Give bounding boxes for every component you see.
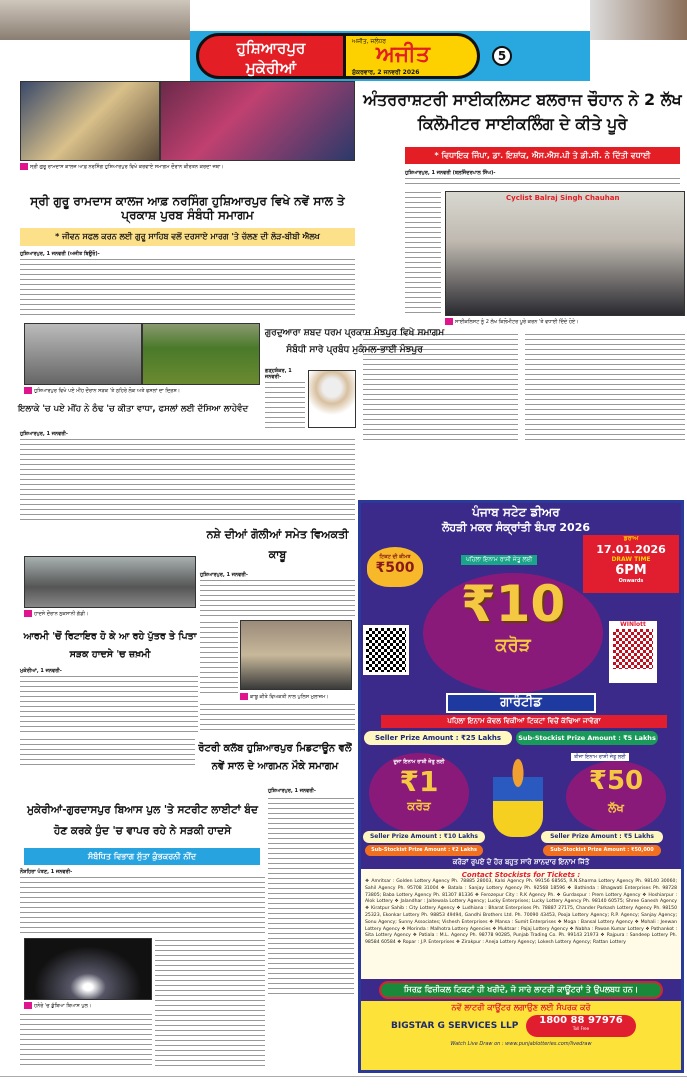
rain-headline: ਇਲਾਕੇ 'ਚ ਪਏ ਮੀਂਹ ਨੇ ਠੰਢ 'ਚ ਕੀਤਾ ਵਾਧਾ, ਫਸਲਾਂ ਲਈ ਦੱਸਿਆ ਲਾਹੇਵੰਦ — [18, 404, 249, 414]
bhangra-dancer — [493, 757, 543, 837]
first-prize-unit: ਕਰੋੜ — [495, 635, 531, 656]
ad-title-1: ਪੰਜਾਬ ਸਟੇਟ ਡੀਅਰ — [472, 505, 560, 519]
draw-time-label: DRAW TIME — [611, 556, 651, 563]
rain-body — [20, 437, 355, 520]
kirtan-photo — [20, 81, 160, 161]
college-dateline: ਹੁਸ਼ਿਆਰਪੁਰ, 1 ਜਨਵਰੀ (ਅਜੀਤ ਬਿਊਰੋ)- — [20, 251, 100, 257]
price-badge — [367, 547, 423, 587]
army-caption: ਹਾਦਸੇ ਦੌਰਾਨ ਨੁਕਸਾਨੀ ਗੱਡੀ। — [24, 610, 196, 617]
drugs-caption: ਕਾਬੂ ਕੀਤੇ ਵਿਅਕਤੀ ਨਾਲ ਪੁਲਿਸ ਮੁਲਾਜ਼ਮ। — [240, 693, 352, 700]
college-photo-caption: ਸ੍ਰੀ ਗੁਰੂ ਰਾਮਦਾਸ ਕਾਲਜ ਆਫ਼ ਨਰਸਿੰਗ ਹੁਸ਼ਿਆਰਪੁਰ ਵਿਖੇ ਕਰਵਾਏ ਸਮਾਗਮ ਦੌਰਾਨ ਕੀਰਤਨ ਕਰਦਾ ਜਥਾ। — [20, 163, 355, 170]
bridge-dateline: ਨੌਸ਼ਹਿਰਾ ਪੱਤਣ, 1 ਜਨਵਰੀ- — [20, 869, 73, 875]
guaranteed-banner: ਗਾਰੰਟੀਡ — [446, 693, 596, 713]
second-prize-circle — [369, 753, 469, 833]
bridge-body-3 — [20, 1012, 152, 1068]
physical-only-banner: ਸਿਰਫ਼ ਫਿਜ਼ੀਕਲ ਟਿਕਟਾਂ ਹੀ ਖਰੀਦੋ, ਜੋ ਸਾਰੇ ਲਾਟਰੀ ਕਾਊਂਟਰਾਂ ਤੇ ਉਪਲਬਧ ਹਨ। — [379, 981, 663, 999]
third-prize-unit: ਲੱਖ — [608, 801, 624, 815]
drugs-body — [200, 578, 355, 618]
cyclist-caption: ਸਾਈਕਲਿਸਟ ਨੂੰ 2 ਲੱਖ ਕਿਲੋਮੀਟਰ ਪੂਰੇ ਕਰਨ 'ਤੇ ਵਧਾਈ ਦਿੰਦੇ ਹੋਏ। — [445, 318, 685, 325]
bridge-body — [20, 875, 265, 935]
toll-free: Toll Free — [572, 1026, 590, 1031]
substockist-prize-1: Sub-Stockist Prize Amount : ₹5 Lakhs — [516, 731, 658, 745]
first-prize-amount: ₹10 — [460, 575, 566, 633]
drugs-body-cont — [200, 702, 355, 732]
ticket-price: ₹500 — [375, 560, 415, 576]
page-number: 5 — [492, 46, 512, 66]
gurdwara-dateline: ਗੜ੍ਹਸ਼ੰਕਰ, 1 ਜਨਵਰੀ- — [265, 368, 305, 380]
winlott-logo: WINlott — [620, 621, 646, 628]
price-label: ਟਿਕਟ ਦੀ ਕੀਮਤ — [379, 554, 411, 560]
brand-logo: ਅਜੀਤ — [376, 42, 430, 67]
city-block — [196, 33, 346, 79]
rain-dateline: ਹੁਸ਼ਿਆਰਪੁਰ, 1 ਜਨਵਰੀ- — [20, 431, 68, 437]
draw-time: 6PM — [615, 563, 647, 578]
baba-photo — [308, 370, 356, 428]
live-draw-link[interactable]: Watch Live Draw on : www.punjablotteries.com/livedraw — [450, 1041, 592, 1047]
city-line-1: ਹੁਸ਼ਿਆਰਪੁਰ — [236, 39, 306, 57]
cyclist-banner: Cyclist Balraj Singh Chauhan — [506, 194, 620, 202]
contact-title: Contact Stockists for Tickets : — [461, 871, 581, 879]
cyclist-body-cont2 — [525, 332, 685, 442]
second-prize-amount: ₹1 — [399, 765, 439, 798]
police-photo — [240, 620, 352, 690]
rotary-dateline: ਹੁਸ਼ਿਆਰਪੁਰ, 1 ਜਨਵਰੀ- — [268, 788, 354, 794]
qr-code-right — [613, 629, 653, 669]
college-headline: ਸ੍ਰੀ ਗੁਰੂ ਰਾਮਦਾਸ ਕਾਲਜ ਆਫ਼ ਨਰਸਿੰਗ ਹੁਸ਼ਿਆਰਪੁਰ ਵਿਖੇ ਨਵੇਂ ਸਾਲ ਤੇ ਪ੍ਰਕਾਸ਼ ਪੁਰਬ ਸੰਬੰਧੀ ਸਮਾਗਮ — [30, 194, 345, 222]
draw-label: ਡਰਾਅ — [623, 535, 639, 542]
rotary-headline: ਰੋਟਰੀ ਕਲੱਬ ਹੁਸ਼ਿਆਰਪੁਰ ਮਿਡਟਾਊਨ ਵਲੋਂ ਨਵੇਂ ਸਾਲ ਦੇ ਆਗਮਨ ਮੌਕੇ ਸਮਾਗਮ — [198, 743, 352, 772]
substockist-prize-2: Sub-Stockist Prize Amount : ₹2 Lakhs — [365, 845, 483, 856]
rain-caption: ਹੁਸ਼ਿਆਰਪੁਰ ਵਿਖੇ ਪਏ ਮੀਂਹ ਦੌਰਾਨ ਸੜਕ 'ਤੇ ਠਹਿਰੇ ਲੋਕ ਅਤੇ ਫਸਲਾਂ ਦਾ ਦ੍ਰਿਸ਼। — [24, 387, 260, 394]
seller-prize-1: Seller Prize Amount : ₹25 Lakhs — [364, 731, 512, 745]
cyclist-photo — [445, 191, 685, 316]
date: ਸ਼ੁੱਕਰਵਾਰ, 2 ਜਨਵਰੀ 2026 — [352, 69, 420, 76]
bridge-caption: ਹਨੇਰੇ 'ਚ ਡੁੱਬਿਆ ਬਿਆਸ ਪੁਲ। — [24, 1002, 152, 1009]
students-photo — [160, 81, 355, 161]
ad-title-2: ਲੋਹੜੀ ਮਕਰ ਸੰਕ੍ਰਾਂਤੀ ਬੰਪਰ 2026 — [441, 521, 591, 534]
ad-notice: ਪਹਿਲਾ ਇਨਾਮ ਕੇਵਲ ਵਿਕੀਆਂ ਟਿਕਟਾਂ ਵਿਚੋਂ ਕੱਢਿਆ ਜਾਵੇਗਾ — [381, 715, 667, 728]
company-name: BIGSTAR G SERVICES LLP — [391, 1021, 519, 1031]
third-prize-circle — [566, 761, 666, 833]
cyclist-headline: ਅੰਤਰਰਾਸ਼ਟਰੀ ਸਾਈਕਲਿਸਟ ਬਲਰਾਜ ਚੌਹਾਨ ਨੇ 2 ਲੱਖ ਕਿਲੋਮੀਟਰ ਸਾਈਕਲਿੰਗ ਦੇ ਕੀਤੇ ਪੂਰੇ — [363, 90, 682, 133]
rotary-body — [268, 796, 354, 996]
army-body-2 — [20, 674, 198, 734]
second-prize-label: ਦੂਜਾ ਇਨਾਮ ਰਾਸ਼ੀ ਜੇਤੂ ਲਈ — [393, 759, 445, 765]
cyclist-dateline: ਹੁਸ਼ਿਆਰਪੁਰ, 1 ਜਨਵਰੀ (ਬਲਜਿੰਦਰਪਾਲ ਸਿੰਘ)- — [405, 170, 496, 176]
college-body — [20, 257, 355, 319]
more-prizes: ਕਰੋੜਾਂ ਰੁਪਏ ਦੇ ਹੋਰ ਬਹੁਤ ਸਾਰੇ ਸ਼ਾਨਦਾਰ ਇਨਾਮ ਜਿੱਤੋ — [452, 858, 590, 866]
brand-block — [346, 33, 480, 79]
first-prize-label: ਪਹਿਲਾ ਇਨਾਮ ਰਾਸ਼ੀ ਜੇਤੂ ਲਈ — [461, 555, 537, 565]
gurdwara-headline: ਗੁਰਦੁਆਰਾ ਸ਼ਬਦ ਧਰਮ ਪ੍ਰਕਾਸ਼ ਮੰਝਪੁਰ ਵਿਖੇ ਸਮਾਗਮ ਸੰਬੰਧੀ ਸਾਰੇ ਪ੍ਰਬੰਧ ਮੁਕੰਮਲ-ਭਾਈ ਮੰਝਪੁਰ — [264, 328, 445, 355]
third-prize-amount: ₹50 — [588, 766, 644, 796]
draw-date: 17.01.2026 — [596, 543, 666, 556]
army-body-3 — [20, 737, 195, 767]
crop-field-photo — [142, 323, 260, 385]
drugs-dateline: ਹੁਸ਼ਿਆਰਪੁਰ, 1 ਜਨਵਰੀ- — [200, 572, 248, 578]
building-photo — [590, 0, 687, 40]
second-prize-unit: ਕਰੋੜ — [407, 799, 431, 813]
accident-photo — [24, 556, 196, 608]
contact-strip — [361, 1001, 681, 1073]
rain-street-photo — [24, 323, 142, 385]
clock-tower-photo — [0, 0, 190, 40]
army-dateline: ਮੁਕੇਰੀਆਂ, 1 ਜਨਵਰੀ- — [20, 668, 62, 674]
masthead — [190, 31, 590, 81]
first-prize-burst — [423, 573, 603, 693]
registration-marks — [0, 1076, 687, 1089]
cyclist-subhead: * ਵਿਧਾਇਕ ਜਿੰਪਾ, ਡਾ. ਇਸ਼ਾਂਕ, ਐਸ.ਐਸ.ਪੀ ਤੇ ਡੀ.ਸੀ. ਨੇ ਦਿੱਤੀ ਵਧਾਈ — [405, 147, 680, 164]
phone-button[interactable] — [526, 1015, 636, 1037]
seller-prize-3: Seller Prize Amount : ₹5 Lakhs — [541, 831, 663, 843]
phone-number: 1800 88 97976 — [539, 1015, 623, 1026]
stockists-box — [361, 869, 681, 979]
stockists-list: ❖ Amritsar : Golden Lottery Agency Ph. 78885 28003, Kalsi Agency Ph. 99156 68565, R.N.Sharma Lottery Agency Ph. 98140 30060; Sahil Agency Ph. 95708 31004 ❖ Batala : Sanjay Lottery Agency Ph. 92568 18596 ❖ Bathinda : Bhagwati Enterprises Ph. 98728 73805; Baba Lottery Agency Ph. 81307 81336 ❖ Ferozepur City : R.K Agency Ph. ❖ Gurdaspur : Prem Lottery Agency ❖ Hoshiarpur : Alok Lottery ❖ Jalandhar : Jaitewala Lottery Agency; Lucky Enterprises; Lucky Lottery Agency Ph. 98140 60575; Shree Ganesh Agency ❖ Kiratpur Sahib : City Lottery Agency ❖ Ludhiana : Bharat Enterprises Ph. 78887 27175, Chander Parkash Lottery Agency Ph. 98150 25323, Ekonkar Lottery Ph. 98853 49494, Gandhi Brothers Ltd. Ph. 70090 43453, Pooja Lottery Agency; R.P. Agency; Sanjay Agency; Sonu Agency; Sunny Associates; Vishesh Enterprises ❖ Mansa : Sumit Enterprises ❖ Moga : Bansal Lottery Agency ❖ Mohali : Jeewan Lottery Agency ❖ Morinda : Malhotra Lottery Agencies ❖ Muktsar : Pajaj Lottery Agency ❖ Nabha : Pawan Kumar Lottery ❖ Pathankot : Sita Lottery Agency ❖ Patiala : M.L. Agency Ph. 98778 90285, Punjab Trading Co. Ph. 99143 21973 ❖ Rajpura : Sandeep Lottery Ph. 98584 60584 ❖ Ropar : J.P. Enterprises ❖ Zirakpur : Aneja Lottery Agency; Lokesh Lottery Agency; Rattan Lottery — [365, 879, 677, 946]
lottery-ad — [358, 500, 684, 1073]
new-counter: ਨਵੇਂ ਲਾਟਰੀ ਕਾਊਂਟਰ ਲਗਾਉਣ ਲਈ ਸੰਪਰਕ ਕਰੋ — [451, 1003, 591, 1012]
winlott-box — [609, 621, 657, 683]
bridge-night-photo — [24, 938, 152, 1000]
onwards: Onwards — [618, 578, 644, 584]
college-subhead: * ਜੀਵਨ ਸਫਲ ਕਰਨ ਲਈ ਗੁਰੂ ਸਾਹਿਬ ਵਲੋਂ ਦਰਸਾਏ ਮਾਰਗ 'ਤੇ ਚੱਲਣ ਦੀ ਲੋੜ-ਬੀਬੀ ਐਲਖ — [20, 228, 355, 246]
gurdwara-body — [265, 380, 305, 428]
army-headline: ਆਰਮੀ 'ਚੋਂ ਰਿਟਾਇਰ ਹੋ ਕੇ ਆ ਰਹੇ ਪੁੱਤਰ ਤੇ ਪਿਤਾ ਸੜਕ ਹਾਦਸੇ 'ਚ ਜ਼ਖ਼ਮੀ — [23, 631, 197, 660]
bridge-subhead: ਸੰਬੰਧਿਤ ਵਿਭਾਗ ਸੁੱਤਾ ਕੁੰਭਕਰਨੀ ਨੀਂਦ — [24, 848, 260, 865]
bridge-headline: ਮੁਕੇਰੀਆਂ-ਗੁਰਦਾਸਪੁਰ ਬਿਆਸ ਪੁਲ 'ਤੇ ਸਟਰੀਟ ਲਾਈਟਾਂ ਬੰਦ ਹੋਣ ਕਰਕੇ ਧੁੰਦ 'ਚ ਵਾਪਰ ਰਹੇ ਨੇ ਸੜਕੀ ਹਾਦਸੇ — [27, 804, 258, 837]
city-line-2: ਮੁਕੇਰੀਆਂ — [245, 59, 297, 77]
substockist-prize-3: Sub-Stockist Prize Amount : ₹50,000 — [543, 845, 661, 856]
edition: ਅਜੀਤ, ਜਲੰਧਰ — [352, 38, 387, 45]
third-prize-label: ਤੀਜਾ ਇਨਾਮ ਰਾਸ਼ੀ ਜੇਤੂ ਲਈ — [571, 753, 629, 761]
cyclist-body — [405, 176, 680, 188]
qr-code-left — [363, 625, 409, 675]
drugs-body-left — [200, 620, 238, 695]
bridge-body-2 — [155, 938, 265, 1068]
seller-prize-2: Seller Prize Amount : ₹10 Lakhs — [363, 831, 485, 843]
cyclist-body-narrow — [405, 190, 441, 315]
drugs-headline: ਨਸ਼ੇ ਦੀਆਂ ਗੋਲੀਆਂ ਸਮੇਤ ਵਿਅਕਤੀ ਕਾਬੂ — [206, 528, 349, 561]
